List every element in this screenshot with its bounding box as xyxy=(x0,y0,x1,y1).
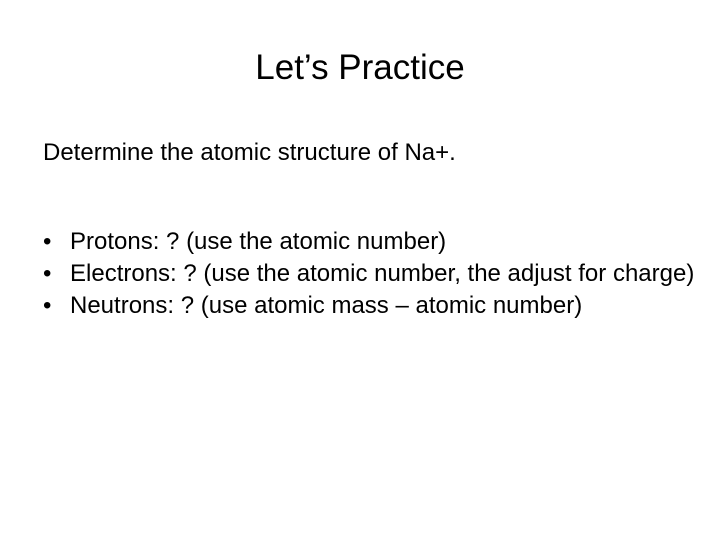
bullet-item-protons xyxy=(43,226,703,258)
bullet-list xyxy=(43,226,703,322)
bullet-text-neutrons: Neutrons: ? (use atomic mass – atomic number) xyxy=(70,292,583,319)
bullet-text-electrons: Electrons: ? (use the atomic number, the adjust for charge) xyxy=(70,260,695,287)
bullet-icon: • xyxy=(43,228,52,255)
slide-title: Let’s Practice xyxy=(255,48,465,87)
bullet-icon: • xyxy=(43,292,52,319)
bullet-item-electrons xyxy=(43,258,703,290)
bullet-text-protons: Protons: ? (use the atomic number) xyxy=(70,228,447,255)
intro-text: Determine the atomic structure of Na+. xyxy=(43,139,456,166)
bullet-icon: • xyxy=(43,260,52,287)
bullet-item-neutrons xyxy=(43,290,703,322)
